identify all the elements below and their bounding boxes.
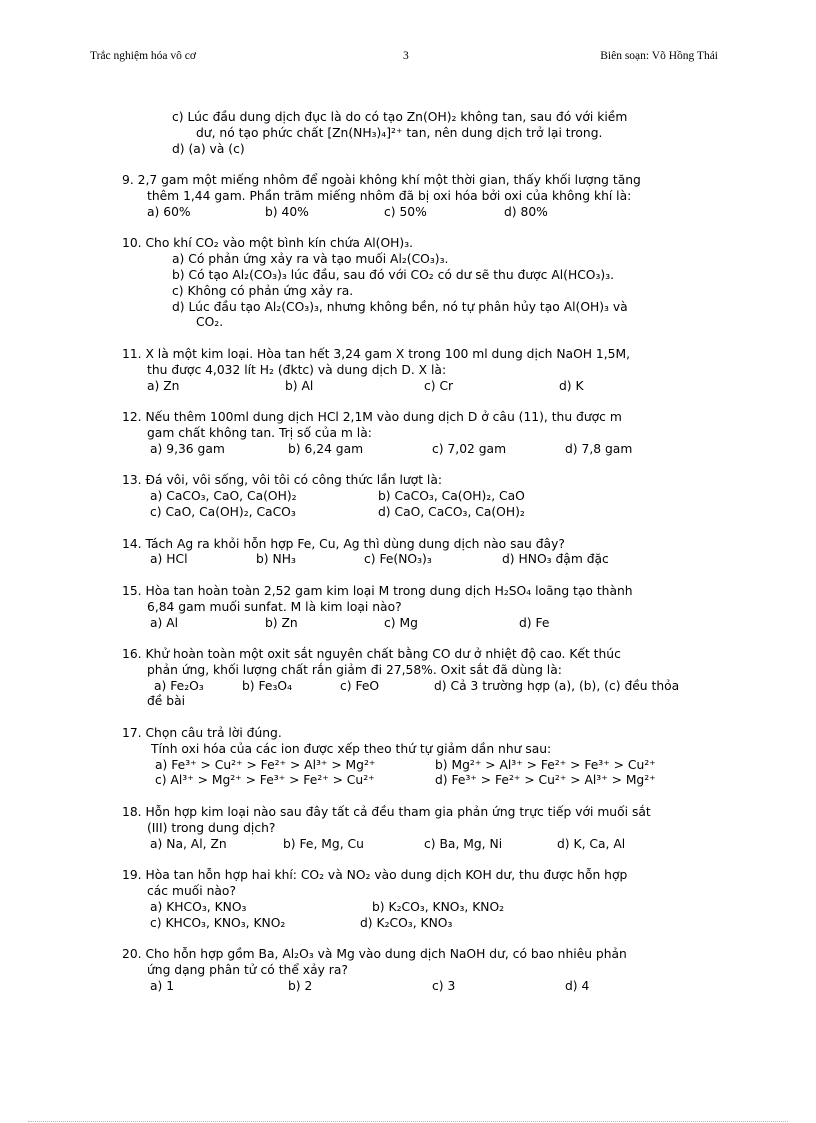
q10-option-d-cont: CO₂. — [196, 315, 224, 330]
q9-stem-cont: thêm 1,44 gam. Phần trăm miếng nhôm đã bị oxi hóa bởi oxi của không khí là: — [147, 188, 632, 203]
q16-stem: 16. Khử hoàn toàn một oxit sắt nguyên chất bằng CO dư ở nhiệt độ cao. Kết thúc — [122, 647, 621, 662]
q12-option-d: d) 7,8 gam — [565, 441, 633, 456]
q12-stem: 12. Nếu thêm 100ml dung dịch HCl 2,1M vào dung dịch D ở câu (11), thu được m — [122, 410, 622, 425]
q17-option-d: d) Fe³⁺ > Fe²⁺ > Cu²⁺ > Al³⁺ > Mg²⁺ — [435, 773, 656, 788]
q10-option-b: b) Có tạo Al₂(CO₃)₃ lúc đầu, sau đó với CO₂ có dư sẽ thu được Al(HCO₃)₃. — [172, 267, 615, 282]
q20-option-b: b) 2 — [288, 978, 313, 993]
q20-options — [122, 979, 718, 995]
q13-option-c: c) CaO, Ca(OH)₂, CaCO₃ — [150, 504, 296, 519]
q17-options-row2 — [122, 773, 718, 789]
q15-stem: 15. Hòa tan hoàn toàn 2,52 gam kim loại M trong dung dịch H₂SO₄ loãng tạo thành — [122, 583, 633, 598]
page-header — [0, 50, 816, 66]
q15-options — [122, 616, 718, 632]
q20-stem: 20. Cho hỗn hợp gồm Ba, Al₂O₃ và Mg vào dung dịch NaOH dư, có bao nhiêu phản — [122, 947, 627, 962]
q18-option-a: a) Na, Al, Zn — [150, 836, 227, 851]
q11-stem-cont: thu được 4,032 lít H₂ (đktc) và dung dịch D. X là: — [147, 362, 447, 377]
q11-option-b: b) Al — [285, 378, 314, 393]
q11-option-c: c) Cr — [424, 378, 454, 393]
q11-option-d: d) K — [559, 378, 584, 393]
q8-option-c-cont: dư, nó tạo phức chất [Zn(NH₃)₄]²⁺ tan, nên dung dịch trở lại trong. — [196, 125, 603, 140]
q17-stem: 17. Chọn câu trả lời đúng. — [122, 726, 282, 741]
q19-option-c: c) KHCO₃, KNO₃, KNO₂ — [150, 915, 286, 930]
q16-stem-cont: phản ứng, khối lượng chất rắn giảm đi 27,58%. Oxit sắt đã dùng là: — [147, 662, 562, 677]
q14-option-b: b) NH₃ — [256, 552, 296, 567]
q19-stem-cont: các muối nào? — [147, 884, 236, 899]
q11-options — [122, 379, 718, 395]
q10-option-d: d) Lúc đầu tạo Al₂(CO₃)₃, nhưng không bền, nó tự phân hủy tạo Al(OH)₃ và — [172, 299, 628, 314]
q16-options — [122, 679, 718, 695]
q16-option-a: a) Fe₂O₃ — [154, 678, 204, 693]
q14-stem: 14. Tách Ag ra khỏi hỗn hợp Fe, Cu, Ag thì dùng dung dịch nào sau đây? — [122, 536, 565, 551]
q13-option-a: a) CaCO₃, CaO, Ca(OH)₂ — [150, 489, 297, 504]
q18-options — [122, 837, 718, 853]
q9-option-c: c) 50% — [384, 204, 427, 219]
q13-options-row2 — [122, 505, 718, 521]
q8-option-d: d) (a) và (c) — [172, 141, 245, 156]
q17-options-row1 — [122, 758, 718, 774]
page-bottom-divider — [28, 1121, 788, 1122]
q9-option-a: a) 60% — [147, 204, 191, 219]
q15-option-b: b) Zn — [265, 615, 298, 630]
header-title: Trắc nghiệm hóa vô cơ — [90, 50, 196, 62]
q16-option-d: d) Cả 3 trường hợp (a), (b), (c) đều thỏa — [434, 678, 680, 693]
q19-options-row1 — [122, 900, 718, 916]
q9-stem: 9. 2,7 gam một miếng nhôm để ngoài không khí một thời gian, thấy khối lượng tăng — [122, 173, 641, 188]
q12-option-c: c) 7,02 gam — [432, 441, 507, 456]
q9-option-d: d) 80% — [504, 204, 548, 219]
question-list — [122, 110, 718, 995]
q17-option-c: c) Al³⁺ > Mg²⁺ > Fe³⁺ > Fe²⁺ > Cu²⁺ — [155, 773, 375, 788]
q20-option-a: a) 1 — [150, 978, 175, 993]
q13-option-d: d) CaO, CaCO₃, Ca(OH)₂ — [378, 504, 525, 519]
q12-options — [122, 442, 718, 458]
q19-option-b: b) K₂CO₃, KNO₃, KNO₂ — [372, 899, 505, 914]
q14-options — [122, 552, 718, 568]
q18-stem-cont: (III) trong dung dịch? — [147, 820, 276, 835]
q14-option-c: c) Fe(NO₃)₃ — [364, 552, 432, 567]
q20-option-c: c) 3 — [432, 978, 456, 993]
q20-stem-cont: ứng dạng phân tử có thể xảy ra? — [147, 963, 348, 978]
q15-option-a: a) Al — [150, 615, 179, 630]
q19-option-d: d) K₂CO₃, KNO₃ — [360, 915, 453, 930]
q13-options-row1 — [122, 489, 718, 505]
q10-stem: 10. Cho khí CO₂ vào một bình kín chứa Al(OH)₃. — [122, 236, 414, 251]
q17-option-a: a) Fe³⁺ > Cu²⁺ > Fe²⁺ > Al³⁺ > Mg²⁺ — [155, 757, 376, 772]
q10-option-c: c) Không có phản ứng xảy ra. — [172, 283, 354, 298]
q19-stem: 19. Hòa tan hỗn hợp hai khí: CO₂ và NO₂ vào dung dịch KOH dư, thu được hỗn hợp — [122, 868, 628, 883]
header-author: Biên soạn: Võ Hồng Thái — [600, 50, 718, 62]
q18-option-c: c) Ba, Mg, Ni — [424, 836, 503, 851]
q13-stem: 13. Đá vôi, vôi sống, vôi tôi có công thức lần lượt là: — [122, 473, 443, 488]
q19-options-row2 — [122, 916, 718, 932]
q9-options — [122, 205, 718, 221]
q11-option-a: a) Zn — [147, 378, 180, 393]
q13-option-b: b) CaCO₃, Ca(OH)₂, CaO — [378, 489, 525, 504]
q16-option-b: b) Fe₃O₄ — [242, 678, 293, 693]
page-number: 3 — [403, 50, 409, 62]
q15-stem-cont: 6,84 gam muối sunfat. M là kim loại nào? — [147, 599, 402, 614]
q12-option-b: b) 6,24 gam — [288, 441, 364, 456]
q19-option-a: a) KHCO₃, KNO₃ — [150, 899, 247, 914]
q18-option-d: d) K, Ca, Al — [557, 836, 626, 851]
q16-option-d-cont: đề bài — [147, 694, 186, 709]
q17-option-b: b) Mg²⁺ > Al³⁺ > Fe²⁺ > Fe³⁺ > Cu²⁺ — [435, 757, 656, 772]
q10-option-a: a) Có phản ứng xảy ra và tạo muối Al₂(CO₃)₃. — [172, 252, 449, 267]
q14-option-d: d) HNO₃ đậm đặc — [502, 552, 609, 567]
q16-option-c: c) FeO — [340, 678, 380, 693]
q8-option-c: c) Lúc đầu dung dịch đục là do có tạo Zn(OH)₂ không tan, sau đó với kiềm — [172, 110, 628, 124]
q14-option-a: a) HCl — [150, 552, 188, 567]
q20-option-d: d) 4 — [565, 978, 590, 993]
q18-stem: 18. Hỗn hợp kim loại nào sau đây tất cả đều tham gia phản ứng trực tiếp với muối sắt — [122, 805, 651, 820]
q15-option-d: d) Fe — [519, 615, 550, 630]
q18-option-b: b) Fe, Mg, Cu — [283, 836, 364, 851]
q15-option-c: c) Mg — [384, 615, 418, 630]
q17-stem-cont: Tính oxi hóa của các ion được xếp theo thứ tự giảm dần như sau: — [151, 741, 552, 756]
q12-stem-cont: gam chất không tan. Trị số của m là: — [147, 425, 372, 440]
q12-option-a: a) 9,36 gam — [150, 441, 225, 456]
q9-option-b: b) 40% — [265, 204, 309, 219]
q11-stem: 11. X là một kim loại. Hòa tan hết 3,24 gam X trong 100 ml dung dịch NaOH 1,5M, — [122, 346, 630, 361]
